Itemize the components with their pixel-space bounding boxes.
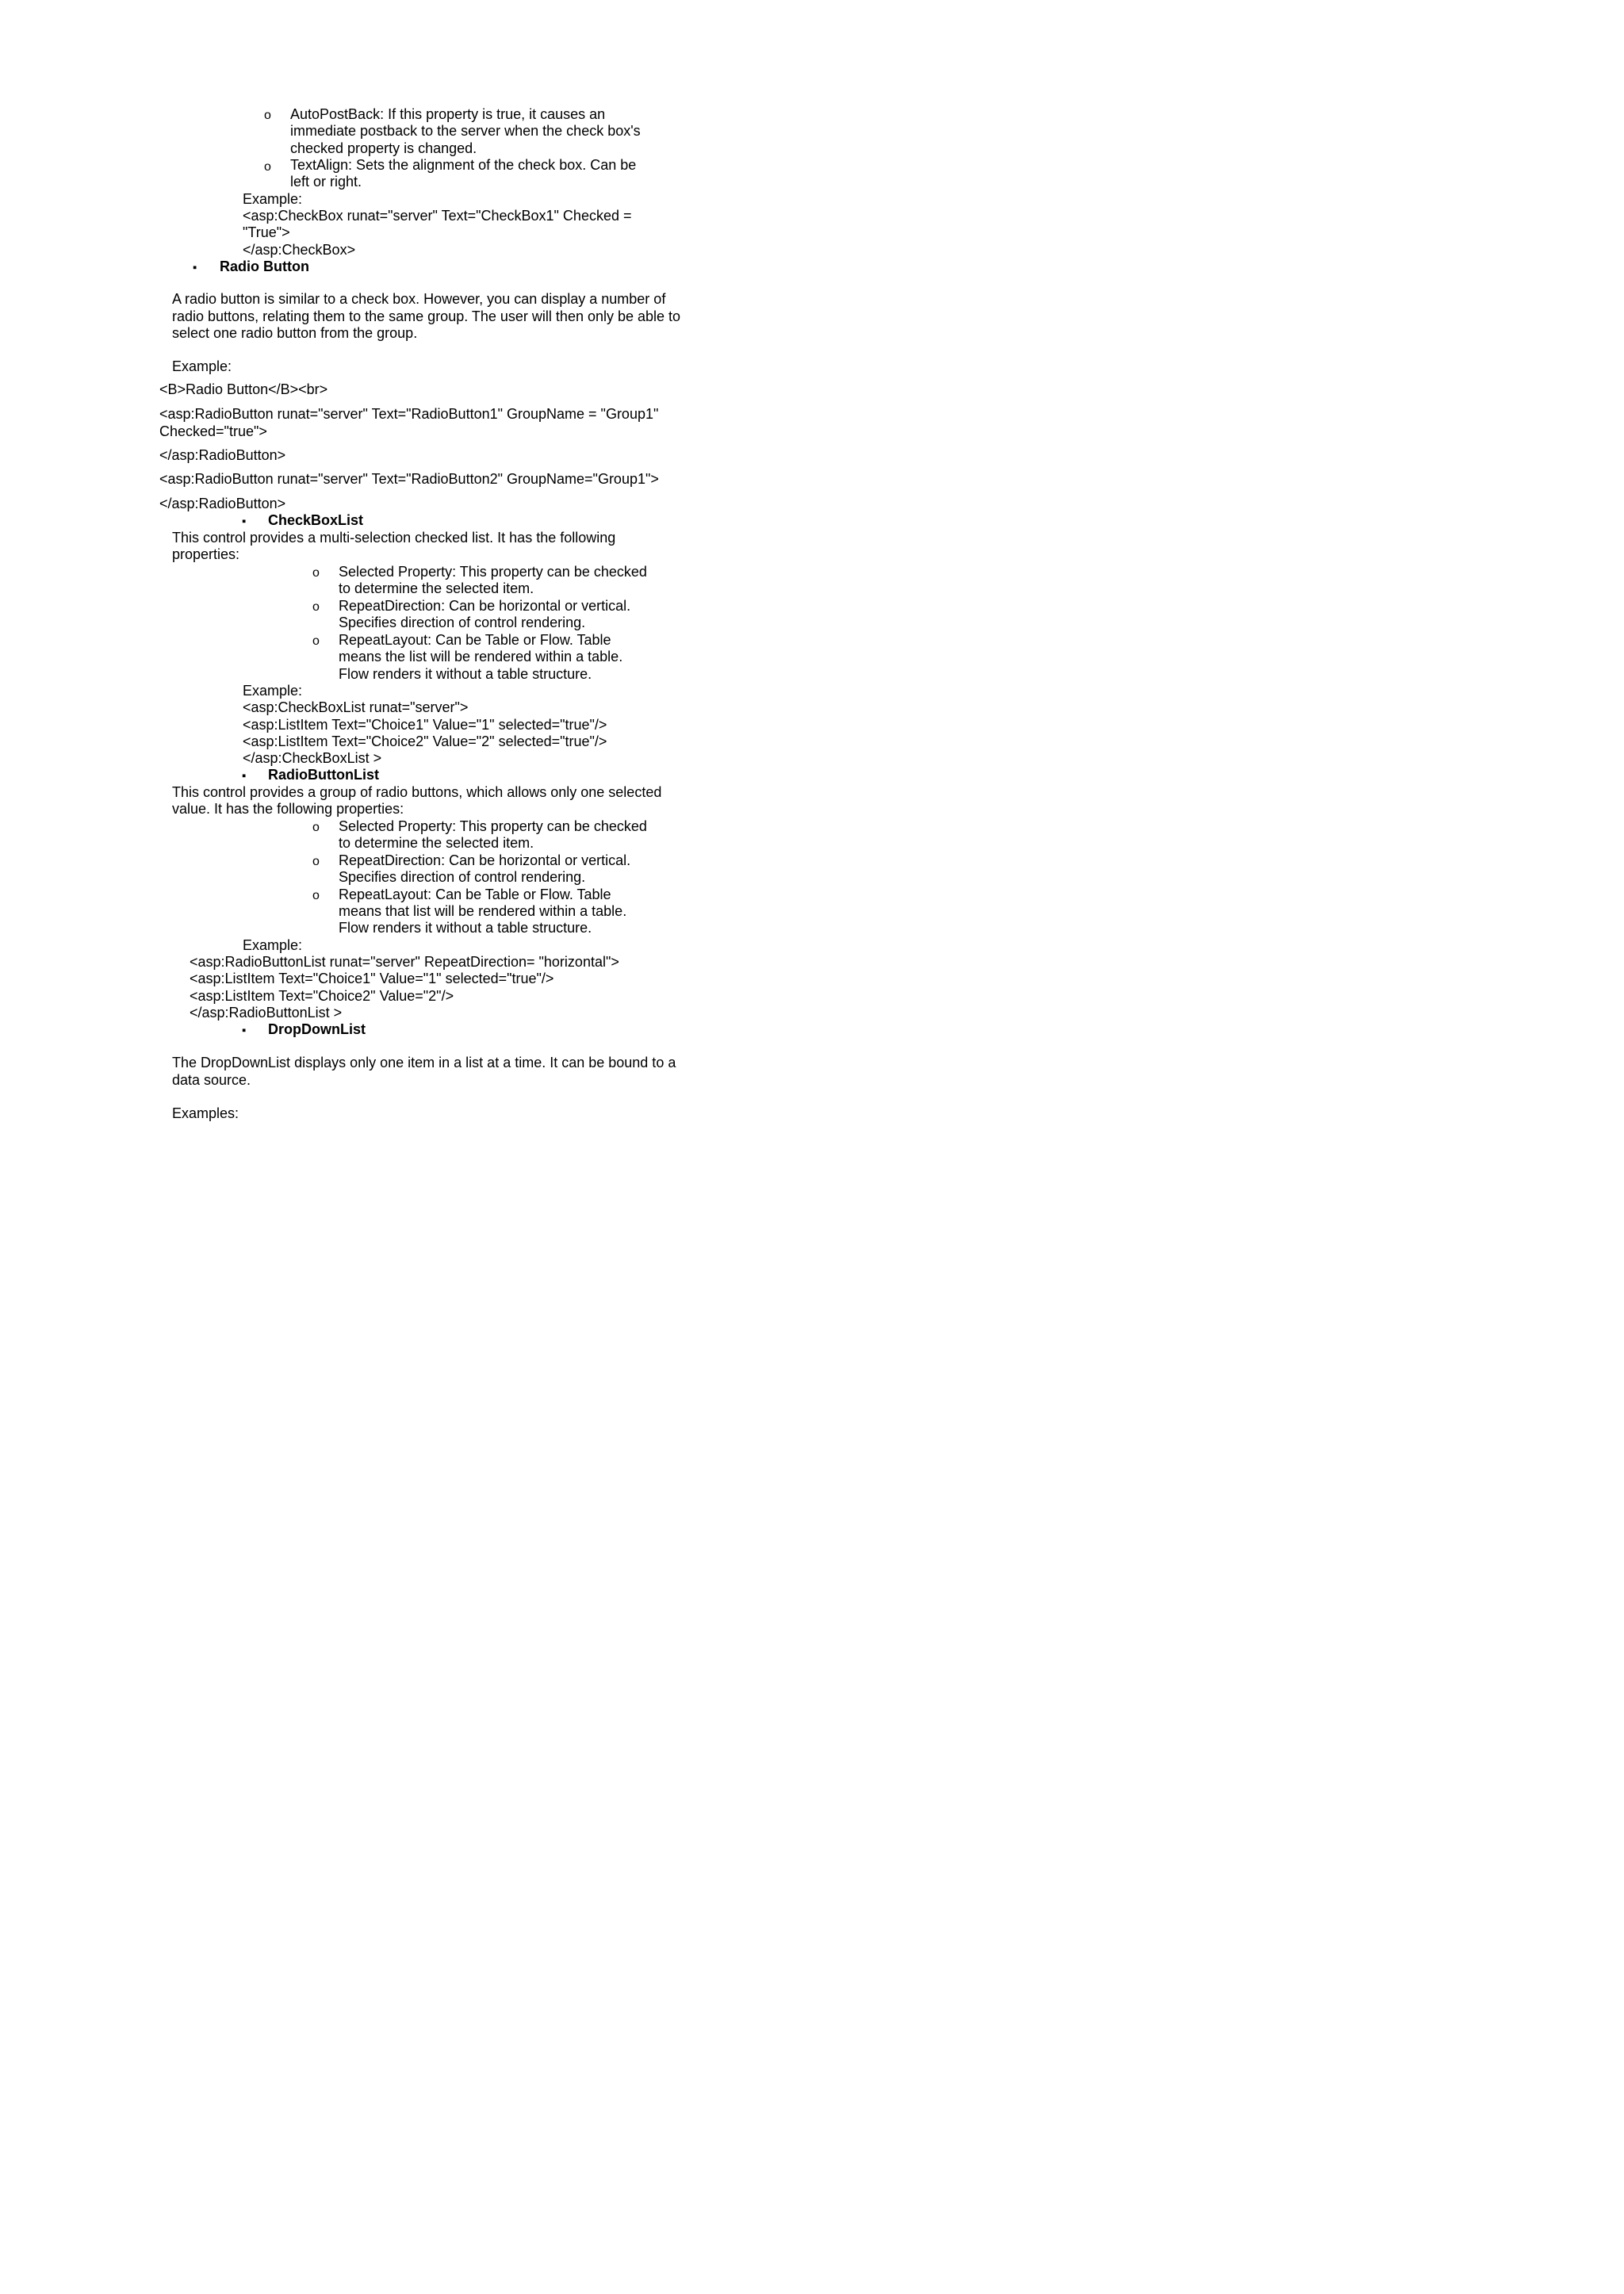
text-line: Flow renders it without a table structure. bbox=[339, 920, 592, 936]
text-line: Selected Property: This property can be checked bbox=[339, 818, 647, 834]
example-label: Example: bbox=[243, 937, 303, 953]
text-line: to determine the selected item. bbox=[339, 835, 534, 851]
document-page bbox=[0, 0, 873, 1233]
text-line: RepeatDirection: Can be horizontal or vertical. bbox=[339, 852, 631, 868]
paragraph-line: select one radio button from the group. bbox=[172, 325, 418, 341]
code-line: </asp:RadioButton> bbox=[159, 447, 286, 463]
code-line: </asp:CheckBoxList > bbox=[243, 750, 382, 766]
paragraph-line: data source. bbox=[172, 1072, 251, 1088]
paragraph-line: This control provides a group of radio buttons, which allows only one selected bbox=[172, 784, 662, 800]
paragraph-line: A radio button is similar to a check box. However, you can display a number of bbox=[172, 291, 666, 307]
examples-label: Examples: bbox=[172, 1105, 239, 1121]
text-line: RepeatLayout: Can be Table or Flow. Table bbox=[339, 632, 611, 648]
paragraph-line: value. It has the following properties: bbox=[172, 801, 404, 817]
square-bullet: ▪ bbox=[242, 515, 247, 528]
code-line: <B>Radio Button</B><br> bbox=[159, 381, 328, 397]
code-line: <asp:ListItem Text="Choice1" Value="1" selected="true"/> bbox=[243, 717, 607, 733]
square-bullet: ▪ bbox=[242, 1024, 247, 1037]
text-line: left or right. bbox=[290, 174, 362, 190]
code-line: </asp:CheckBox> bbox=[243, 242, 356, 258]
paragraph-line: radio buttons, relating them to the same group. The user will then only be able to bbox=[172, 308, 681, 324]
section-heading: DropDownList bbox=[268, 1021, 366, 1037]
text-line: RepeatLayout: Can be Table or Flow. Table bbox=[339, 887, 611, 902]
text-line: Flow renders it without a table structure. bbox=[339, 666, 592, 682]
square-bullet: ▪ bbox=[193, 261, 197, 274]
paragraph-line: properties: bbox=[172, 546, 240, 562]
example-label: Example: bbox=[243, 191, 303, 207]
code-line: </asp:RadioButtonList > bbox=[190, 1005, 343, 1021]
list-bullet: o bbox=[312, 600, 320, 614]
list-bullet: o bbox=[312, 889, 320, 902]
paragraph-line: The DropDownList displays only one item in a list at a time. It can be bound to a bbox=[172, 1055, 676, 1070]
text-line: means the list will be rendered within a table. bbox=[339, 649, 623, 664]
code-line: <asp:ListItem Text="Choice2" Value="2" selected="true"/> bbox=[243, 733, 607, 749]
section-heading: Radio Button bbox=[220, 259, 309, 274]
code-line: <asp:CheckBox runat="server" Text="CheckBox1" Checked = bbox=[243, 208, 632, 224]
list-bullet: o bbox=[312, 821, 320, 834]
list-bullet: o bbox=[312, 566, 320, 580]
code-line: <asp:RadioButtonList runat="server" RepeatDirection= "horizontal"> bbox=[190, 954, 619, 970]
paragraph-line: This control provides a multi-selection checked list. It has the following bbox=[172, 530, 616, 546]
example-label: Example: bbox=[172, 358, 232, 374]
text-line: AutoPostBack: If this property is true, it causes an bbox=[290, 106, 606, 122]
text-line: TextAlign: Sets the alignment of the check box. Can be bbox=[290, 157, 637, 173]
code-line: <asp:ListItem Text="Choice1" Value="1" selected="true"/> bbox=[190, 971, 554, 986]
text-line: RepeatDirection: Can be horizontal or vertical. bbox=[339, 598, 631, 614]
text-line: Specifies direction of control rendering. bbox=[339, 615, 586, 630]
code-line: <asp:RadioButton runat="server" Text="RadioButton1" GroupName = "Group1" bbox=[159, 406, 659, 422]
list-bullet: o bbox=[264, 109, 271, 122]
code-line: Checked="true"> bbox=[159, 423, 267, 439]
square-bullet: ▪ bbox=[242, 769, 247, 783]
code-line: "True"> bbox=[243, 224, 290, 240]
code-line: <asp:RadioButton runat="server" Text="RadioButton2" GroupName="Group1"> bbox=[159, 471, 659, 487]
text-line: Selected Property: This property can be checked bbox=[339, 564, 647, 580]
text-line: checked property is changed. bbox=[290, 140, 477, 156]
list-bullet: o bbox=[312, 634, 320, 648]
example-label: Example: bbox=[243, 683, 303, 699]
code-line: </asp:RadioButton> bbox=[159, 496, 286, 511]
text-line: Specifies direction of control rendering. bbox=[339, 869, 586, 885]
list-bullet: o bbox=[312, 855, 320, 868]
list-bullet: o bbox=[264, 160, 271, 174]
text-line: to determine the selected item. bbox=[339, 580, 534, 596]
section-heading: CheckBoxList bbox=[268, 512, 364, 528]
code-line: <asp:ListItem Text="Choice2" Value="2"/> bbox=[190, 988, 454, 1004]
section-heading: RadioButtonList bbox=[268, 767, 379, 783]
text-line: immediate postback to the server when the check box's bbox=[290, 123, 641, 139]
text-line: means that list will be rendered within a table. bbox=[339, 903, 627, 919]
code-line: <asp:CheckBoxList runat="server"> bbox=[243, 699, 469, 715]
